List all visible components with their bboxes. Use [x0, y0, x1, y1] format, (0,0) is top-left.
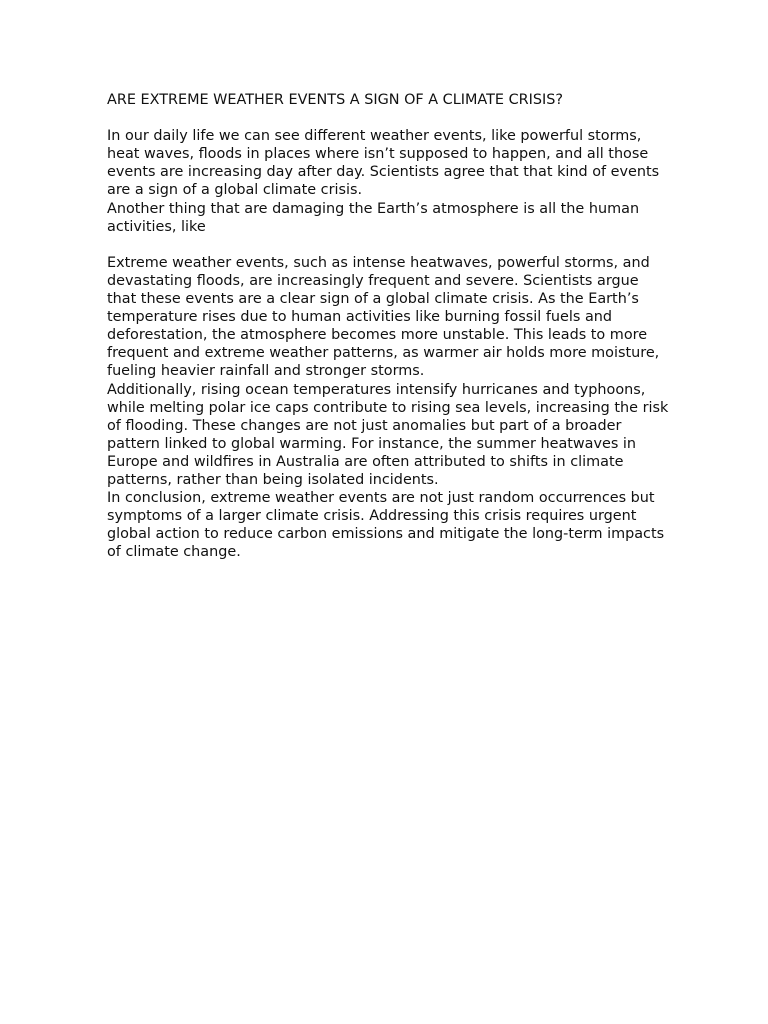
blank-line — [107, 109, 669, 127]
paragraph-conclusion: In conclusion, extreme weather events are not just random occurrences but symptoms of a larger climate crisis. Addressing this crisis requires urgent global action to reduce carbon emissions and mitigate the long-term impacts of climate change. — [107, 490, 665, 561]
paragraph-human-activities: Another thing that are damaging the Earth’s atmosphere is all the human activities, like — [107, 200, 640, 235]
blank-line — [107, 236, 669, 254]
document-body — [107, 91, 669, 561]
paragraph-extreme-weather: Extreme weather events, such as intense heatwaves, powerful storms, and devastating floods, are increasingly frequent and severe. Scientists argue that these events are a clear sign of a global climate crisis. As the Earth’s temperature rises due to human activities like burning fossil fuels and deforestation, the atmosphere becomes more unstable. This leads to more frequent and extreme weather patterns, as warmer air holds more moisture, fueling heavier rainfall and stronger storms. — [107, 254, 660, 380]
paragraph-additionally: Additionally, rising ocean temperatures intensify hurricanes and typhoons, while melting polar ice caps contribute to rising sea levels, increasing the risk of flooding. These changes are not just anomalies but part of a broader pattern linked to global warming. For instance, the summer heatwaves in Europe and wildfires in Australia are often attributed to shifts in climate patterns, rather than being isolated incidents. — [107, 381, 669, 488]
document-title: ARE EXTREME WEATHER EVENTS A SIGN OF A CLIMATE CRISIS? — [107, 92, 564, 108]
paragraph-intro: In our daily life we can see different weather events, like powerful storms, heat waves, floods in places where isn’t supposed to happen, and all those events are increasing day after day. Scientists agree that that kind of events are a sign of a global climate crisis. — [107, 128, 660, 199]
